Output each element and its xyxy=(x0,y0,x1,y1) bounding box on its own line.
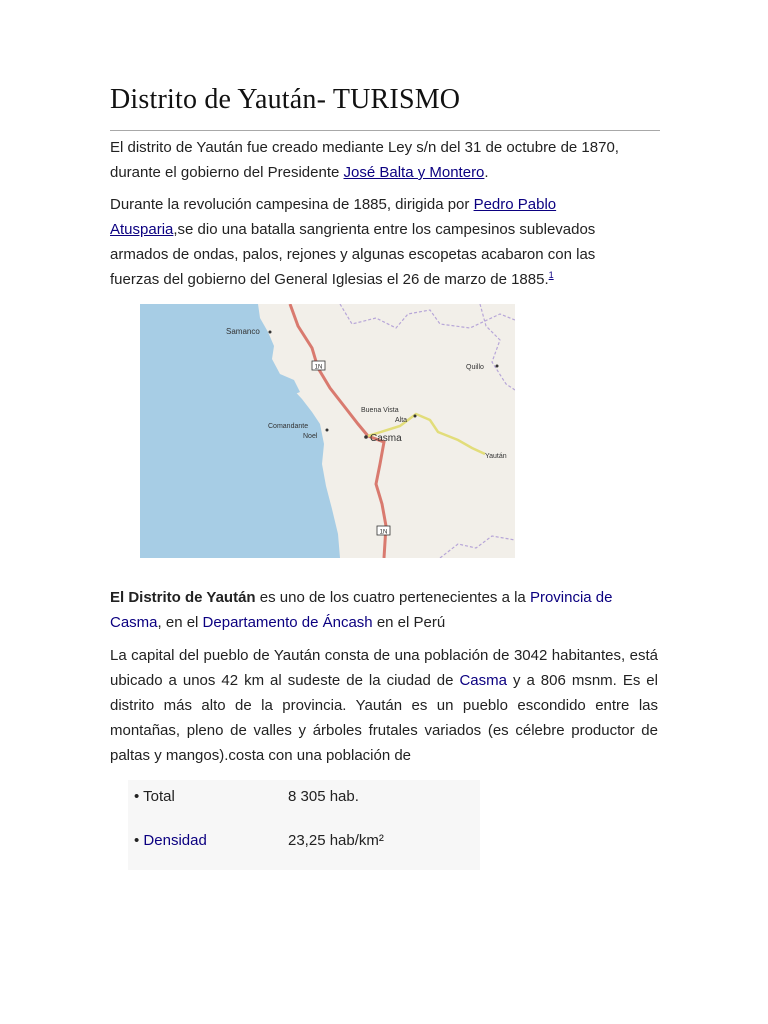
link-departamento-ancash[interactable]: Departamento de Áncash xyxy=(202,614,373,631)
map-label-alta: Alta xyxy=(395,417,408,424)
map-point-quillo xyxy=(496,365,499,368)
paragraph-text: , en el xyxy=(157,614,203,631)
map-label-yautan: Yaután xyxy=(485,453,507,460)
map-label-buena-vista: Buena Vista xyxy=(361,407,399,414)
map-point-comandante-noel xyxy=(326,429,329,432)
label-total: Total xyxy=(143,788,175,805)
bullet: • xyxy=(134,832,144,849)
paragraph-revolution xyxy=(110,192,630,292)
paragraph-text: Durante la revolución campesina de 1885, dirigida por xyxy=(110,196,474,213)
population-table xyxy=(128,780,480,870)
map-label-quillo: Quillo xyxy=(466,364,484,371)
map-label-road-1n-top: 1N xyxy=(314,364,323,371)
value-densidad: 23,25 hab/km² xyxy=(288,832,384,849)
link-provincia-casma[interactable]: Provincia de Casma xyxy=(110,589,613,631)
footnote-link[interactable]: 1 xyxy=(548,270,554,280)
map-point-samanco xyxy=(269,331,272,334)
paragraph-text: El distrito de Yaután fue creado mediante Ley s/n del 31 de octubre de 1870, durante el gobierno del Presidente xyxy=(110,139,619,181)
paragraph-text: ,se dio una batalla sangrienta entre los campesinos sublevados armados de ondas, palos, rejones y algunas escopetas acabaron con las fuerzas del gobierno del General Iglesias el 26 de marzo de 1885. xyxy=(110,221,596,288)
map-point-buena-vista xyxy=(414,415,417,418)
map-label-noel: Noel xyxy=(303,433,318,440)
district-map xyxy=(140,304,515,558)
paragraph-text: en el Perú xyxy=(372,614,446,631)
paragraph-district xyxy=(110,585,630,635)
link-casma[interactable]: Casma xyxy=(459,672,507,689)
map-label-road-1n-bottom: 1N xyxy=(379,529,388,536)
district-name-bold: El Distrito de Yaután xyxy=(110,589,256,606)
link-densidad[interactable]: Densidad xyxy=(143,832,207,849)
table-label xyxy=(134,832,207,849)
map-label-comandante: Comandante xyxy=(268,423,309,430)
paragraph-creation xyxy=(110,135,630,185)
paragraph-capital xyxy=(110,643,658,768)
link-pedro-pablo-atusparia[interactable]: Pedro Pablo Atusparia xyxy=(110,196,557,238)
link-jose-balta[interactable]: José Balta y Montero xyxy=(343,164,485,181)
map-point-casma xyxy=(364,435,368,439)
paragraph-text: . xyxy=(484,164,489,181)
paragraph-text: es uno de los cuatro pertenecientes a la xyxy=(255,589,530,606)
map-svg xyxy=(140,304,515,558)
page-title: Distrito de Yaután- TURISMO xyxy=(110,84,461,115)
value-total: 8 305 hab. xyxy=(288,788,359,805)
table-label xyxy=(134,788,175,805)
map-label-samanco: Samanco xyxy=(226,327,260,336)
map-label-casma: Casma xyxy=(370,433,402,444)
paragraph-text: y a 806 msnm. Es el distrito más alto de la provincia. Yaután es un pueblo escondido entre las montañas, pleno de valles y árboles frutales variados (es célebre productor de paltas y mangos).costa con una población de xyxy=(110,672,658,764)
bullet: • xyxy=(134,788,144,805)
paragraph-text: La capital del pueblo de Yaután consta de una población de 3042 habitantes, está ubicado a unos 42 km al sudeste de la ciudad de xyxy=(110,647,658,689)
title-divider xyxy=(110,130,660,131)
